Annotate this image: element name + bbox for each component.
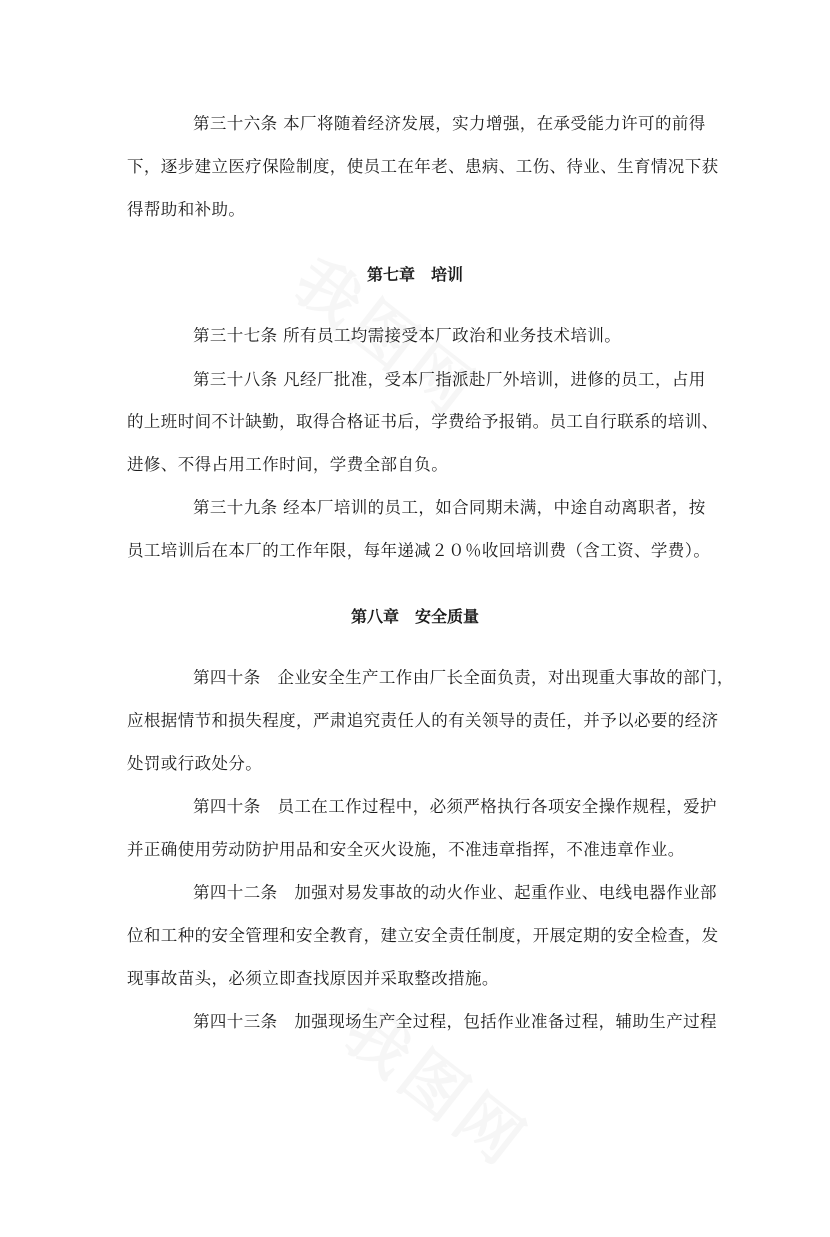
article-40-line-3: 处罚或行政处分。 — [127, 754, 263, 773]
article-38-line-3: 进修、不得占用工作时间，学费全部自负。 — [127, 455, 449, 474]
article-36-line-3: 得帮助和补助。 — [127, 200, 246, 219]
article-37-line-1: 第三十七条 所有员工均需接受本厂政治和业务技术培训。 — [193, 326, 622, 345]
chapter-7-title: 第七章 培训 — [366, 265, 463, 284]
article-39-line-1: 第三十九条 经本厂培训的员工，如合同期未满，中途自动离职者，按 — [193, 498, 706, 517]
article-40-line-2: 应根据情节和损失程度，严肃追究责任人的有关领导的责任，并予以必要的经济 — [127, 711, 719, 730]
article-41-line-1: 第四十条 员工在工作过程中，必须严格执行各项安全操作规程，爱护 — [193, 797, 717, 816]
article-43-line-1: 第四十三条 加强现场生产全过程，包括作业准备过程，辅助生产过程 — [193, 1012, 717, 1031]
article-39-line-2: 员工培训后在本厂的工作年限，每年递减２０％收回培训费（含工资、学费）。 — [127, 541, 711, 560]
article-38-line-1: 第三十八条 凡经厂批准，受本厂指派赴厂外培训，进修的员工，占用 — [193, 370, 706, 389]
chapter-8-title: 第八章 安全质量 — [350, 607, 479, 626]
article-36-line-2: 下，逐步建立医疗保险制度，使员工在年老、患病、工伤、待业、生育情况下获 — [127, 157, 719, 176]
article-38-line-2: 的上班时间不计缺勤，取得合格证书后，学费给予报销。员工自行联系的培训、 — [127, 412, 719, 431]
article-42-line-2: 位和工种的安全管理和安全教育，建立安全责任制度，开展定期的安全检查，发 — [127, 926, 719, 945]
article-40-line-1: 第四十条 企业安全生产工作由厂长全面负责，对出现重大事故的部门， — [193, 668, 734, 687]
article-36-line-1: 第三十六条 本厂将随着经济发展，实力增强，在承受能力许可的前得 — [193, 114, 706, 133]
article-42-line-1: 第四十二条 加强对易发事故的动火作业、起重作业、电线电器作业部 — [193, 883, 717, 902]
article-41-line-2: 并正确使用劳动防护用品和安全灭火设施，不准违章指挥，不准违章作业。 — [127, 840, 685, 859]
article-42-line-3: 现事故苗头，必须立即查找原因并采取整改措施。 — [127, 969, 499, 988]
